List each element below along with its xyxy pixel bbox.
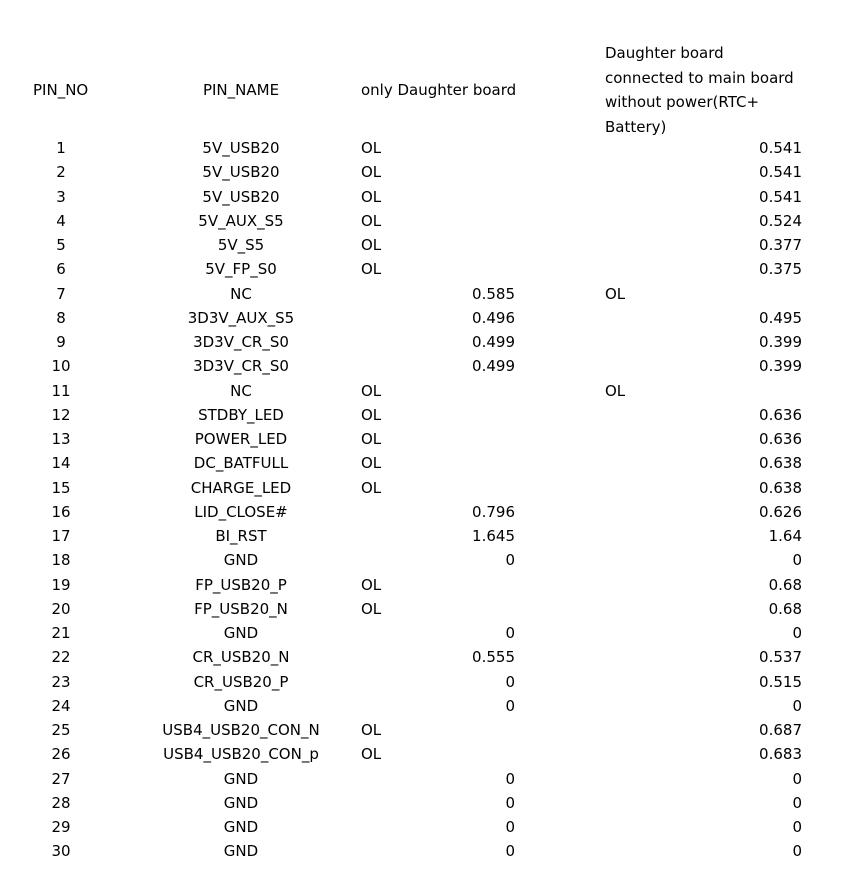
- pin-name-cell[interactable]: 3D3V_AUX_S5: [187, 308, 295, 327]
- pin-number-cell[interactable]: 28: [51, 793, 71, 812]
- connected-value-cell[interactable]: 0: [792, 793, 802, 812]
- pin-number-cell[interactable]: 22: [51, 648, 71, 667]
- connected-value-cell[interactable]: 0.68: [768, 575, 802, 594]
- connected-value-cell[interactable]: 0.636: [759, 430, 802, 448]
- only-daughter-ol-cell[interactable]: OL: [361, 139, 382, 157]
- table-row: [0, 694, 850, 718]
- pin-name-cell[interactable]: BI_RST: [215, 527, 267, 545]
- pin-name-cell[interactable]: 5V_USB20: [202, 187, 280, 206]
- pin-number-cell[interactable]: 30: [51, 842, 71, 861]
- only-daughter-value-cell[interactable]: 0.585: [472, 284, 515, 303]
- connected-value-cell[interactable]: 0.537: [759, 648, 802, 667]
- pin-name-cell[interactable]: DC_BATFULL: [193, 454, 289, 473]
- table-row: [0, 330, 850, 354]
- pin-number-cell[interactable]: 5: [56, 236, 66, 254]
- connected-value-cell[interactable]: 0.399: [759, 357, 802, 376]
- pin-number-cell[interactable]: 17: [51, 527, 71, 545]
- table-row: [0, 597, 850, 621]
- pin-number-cell[interactable]: 16: [51, 502, 71, 521]
- header-connected-line: connected to main board: [605, 68, 794, 87]
- connected-value-cell[interactable]: 0.68: [768, 599, 802, 618]
- only-daughter-ol-cell[interactable]: OL: [361, 430, 382, 448]
- table-row: [0, 354, 850, 378]
- pin-name-cell[interactable]: 5V_AUX_S5: [198, 211, 284, 230]
- pin-name-cell[interactable]: 3D3V_CR_S0: [193, 357, 289, 376]
- only-daughter-ol-cell[interactable]: OL: [361, 236, 382, 254]
- connected-value-cell[interactable]: 0.638: [759, 454, 802, 473]
- table-row: [0, 500, 850, 524]
- only-daughter-value-cell[interactable]: 0: [505, 793, 515, 812]
- header-connected-line: without power(RTC+: [605, 93, 760, 111]
- only-daughter-ol-cell[interactable]: OL: [361, 260, 382, 279]
- connected-value-cell[interactable]: 0.495: [759, 308, 802, 327]
- pin-number-cell[interactable]: 6: [56, 260, 66, 279]
- pin-number-cell[interactable]: 1: [56, 139, 66, 157]
- table-row: [0, 257, 850, 281]
- pin-number-cell[interactable]: 2: [56, 163, 66, 182]
- connected-value-cell[interactable]: 0: [792, 624, 802, 642]
- pin-number-cell[interactable]: 3: [56, 187, 66, 206]
- connected-value-cell[interactable]: 0.524: [759, 211, 802, 230]
- only-daughter-ol-cell[interactable]: OL: [361, 599, 382, 618]
- pin-number-cell[interactable]: 4: [56, 211, 66, 230]
- pin-name-cell[interactable]: GND: [223, 818, 259, 836]
- pin-name-cell[interactable]: GND: [223, 842, 259, 861]
- only-daughter-ol-cell[interactable]: OL: [361, 454, 382, 473]
- pin-name-cell[interactable]: 5V_USB20: [202, 163, 280, 182]
- pin-number-cell[interactable]: 24: [51, 696, 71, 715]
- table-row: [0, 379, 850, 403]
- connected-value-cell[interactable]: 0.687: [759, 721, 802, 739]
- table-row: [0, 718, 850, 742]
- only-daughter-value-cell[interactable]: 0: [505, 769, 515, 788]
- header-pin-name[interactable]: PIN_NAME: [202, 81, 280, 99]
- only-daughter-value-cell[interactable]: 0.796: [472, 502, 515, 521]
- table-row: [0, 670, 850, 694]
- connected-value-cell[interactable]: 0.399: [759, 333, 802, 351]
- connected-value-cell[interactable]: 0.541: [759, 187, 802, 206]
- pin-name-cell[interactable]: GND: [223, 769, 259, 788]
- pin-number-cell[interactable]: 11: [51, 381, 71, 400]
- pin-number-cell[interactable]: 10: [51, 357, 71, 376]
- pin-name-cell[interactable]: 3D3V_CR_S0: [193, 333, 289, 351]
- only-daughter-value-cell[interactable]: 0.555: [472, 648, 515, 667]
- only-daughter-value-cell[interactable]: 0.499: [472, 333, 515, 351]
- table-row: [0, 621, 850, 645]
- pin-number-cell[interactable]: 26: [51, 745, 71, 764]
- pin-number-cell[interactable]: 20: [51, 599, 71, 618]
- pin-name-cell[interactable]: 5V_S5: [217, 236, 265, 254]
- only-daughter-value-cell[interactable]: 0: [505, 818, 515, 836]
- connected-value-cell[interactable]: 0: [792, 769, 802, 788]
- only-daughter-ol-cell[interactable]: OL: [361, 721, 382, 739]
- header-connected-line: Battery): [605, 117, 667, 136]
- table-row: [0, 548, 850, 572]
- only-daughter-ol-cell[interactable]: OL: [361, 163, 382, 182]
- pin-name-cell[interactable]: CHARGE_LED: [190, 478, 292, 497]
- table-row: [0, 306, 850, 330]
- table-row: [0, 136, 850, 160]
- pin-name-cell[interactable]: CR_USB20_N: [192, 648, 290, 667]
- table-row: [0, 742, 850, 766]
- header-connected-to-main-board[interactable]: [605, 41, 805, 139]
- pin-number-cell[interactable]: 19: [51, 575, 71, 594]
- pin-number-cell[interactable]: 7: [56, 284, 66, 303]
- table-body: [0, 136, 850, 864]
- only-daughter-ol-cell[interactable]: OL: [361, 187, 382, 206]
- pin-name-cell[interactable]: GND: [223, 793, 259, 812]
- table-row: [0, 791, 850, 815]
- table-row: [0, 645, 850, 669]
- pin-number-cell[interactable]: 23: [51, 672, 71, 691]
- table-row: [0, 839, 850, 863]
- only-daughter-ol-cell[interactable]: OL: [361, 745, 382, 764]
- table-header: [0, 41, 850, 139]
- table-row: [0, 209, 850, 233]
- pin-name-cell[interactable]: NC: [230, 381, 252, 400]
- connected-value-cell[interactable]: 0.683: [759, 745, 802, 764]
- connected-value-cell[interactable]: 0.515: [759, 672, 802, 691]
- pin-name-cell[interactable]: 5V_FP_S0: [205, 260, 277, 279]
- pin-name-cell[interactable]: CR_USB20_P: [193, 672, 289, 691]
- only-daughter-value-cell[interactable]: 0: [505, 624, 515, 642]
- pin-name-cell[interactable]: LID_CLOSE#: [194, 502, 288, 521]
- connected-value-cell[interactable]: 0.636: [759, 405, 802, 424]
- only-daughter-value-cell[interactable]: 0: [505, 842, 515, 861]
- pin-number-cell[interactable]: 14: [51, 454, 71, 473]
- table-row: [0, 185, 850, 209]
- pin-number-cell[interactable]: 18: [51, 551, 71, 570]
- connected-ol-cell[interactable]: OL: [605, 381, 626, 400]
- table-row: [0, 476, 850, 500]
- only-daughter-value-cell[interactable]: 1.645: [472, 527, 515, 545]
- connected-value-cell[interactable]: 0: [792, 818, 802, 836]
- pin-name-cell[interactable]: FP_USB20_P: [195, 575, 287, 594]
- table-row: [0, 427, 850, 451]
- pin-name-cell[interactable]: 5V_USB20: [202, 139, 280, 157]
- pin-name-cell[interactable]: FP_USB20_N: [194, 599, 288, 618]
- connected-value-cell[interactable]: 0.638: [759, 478, 802, 497]
- connected-value-cell[interactable]: 0.626: [759, 502, 802, 521]
- connected-value-cell[interactable]: 0.375: [759, 260, 802, 279]
- only-daughter-ol-cell[interactable]: OL: [361, 381, 382, 400]
- only-daughter-ol-cell[interactable]: OL: [361, 575, 382, 594]
- table-row: [0, 573, 850, 597]
- connected-value-cell[interactable]: 1.64: [768, 527, 802, 545]
- table-row: [0, 233, 850, 257]
- pin-name-cell[interactable]: GND: [223, 696, 259, 715]
- pin-name-cell[interactable]: USB4_USB20_CON_N: [162, 721, 320, 739]
- pin-name-cell[interactable]: STDBY_LED: [198, 405, 284, 424]
- pin-number-cell[interactable]: 12: [51, 405, 71, 424]
- pin-number-cell[interactable]: 27: [51, 769, 71, 788]
- table-row: [0, 524, 850, 548]
- table-row: [0, 403, 850, 427]
- connected-value-cell[interactable]: 0: [792, 842, 802, 861]
- pin-number-cell[interactable]: 13: [51, 430, 71, 448]
- pin-name-cell[interactable]: POWER_LED: [194, 430, 288, 448]
- only-daughter-value-cell[interactable]: 0.499: [472, 357, 515, 376]
- table-row: [0, 767, 850, 791]
- header-connected-line: Daughter board: [605, 44, 724, 62]
- pin-name-cell[interactable]: USB4_USB20_CON_p: [163, 745, 319, 764]
- pin-number-cell[interactable]: 25: [51, 721, 71, 739]
- pin-name-cell[interactable]: NC: [230, 284, 252, 303]
- header-only-daughter-board[interactable]: only Daughter board: [361, 81, 517, 99]
- only-daughter-value-cell[interactable]: 0.496: [472, 308, 515, 327]
- table-row: [0, 282, 850, 306]
- table-row: [0, 160, 850, 184]
- only-daughter-value-cell[interactable]: 0: [505, 672, 515, 691]
- pin-number-cell[interactable]: 21: [51, 624, 71, 642]
- only-daughter-value-cell[interactable]: 0: [505, 696, 515, 715]
- table-row: [0, 451, 850, 475]
- connected-ol-cell[interactable]: OL: [605, 284, 626, 303]
- pin-name-cell[interactable]: GND: [223, 551, 259, 570]
- connected-value-cell[interactable]: 0: [792, 551, 802, 570]
- pin-number-cell[interactable]: 29: [51, 818, 71, 836]
- pin-name-cell[interactable]: GND: [223, 624, 259, 642]
- only-daughter-ol-cell[interactable]: OL: [361, 211, 382, 230]
- only-daughter-ol-cell[interactable]: OL: [361, 478, 382, 497]
- connected-value-cell[interactable]: 0.377: [759, 236, 802, 254]
- only-daughter-value-cell[interactable]: 0: [505, 551, 515, 570]
- connected-value-cell[interactable]: 0.541: [759, 139, 802, 157]
- only-daughter-ol-cell[interactable]: OL: [361, 405, 382, 424]
- pin-number-cell[interactable]: 15: [51, 478, 71, 497]
- pin-number-cell[interactable]: 8: [56, 308, 66, 327]
- header-pin-no[interactable]: PIN_NO: [33, 81, 89, 99]
- table-row: [0, 815, 850, 839]
- connected-value-cell[interactable]: 0.541: [759, 163, 802, 182]
- pin-number-cell[interactable]: 9: [56, 333, 66, 351]
- connected-value-cell[interactable]: 0: [792, 696, 802, 715]
